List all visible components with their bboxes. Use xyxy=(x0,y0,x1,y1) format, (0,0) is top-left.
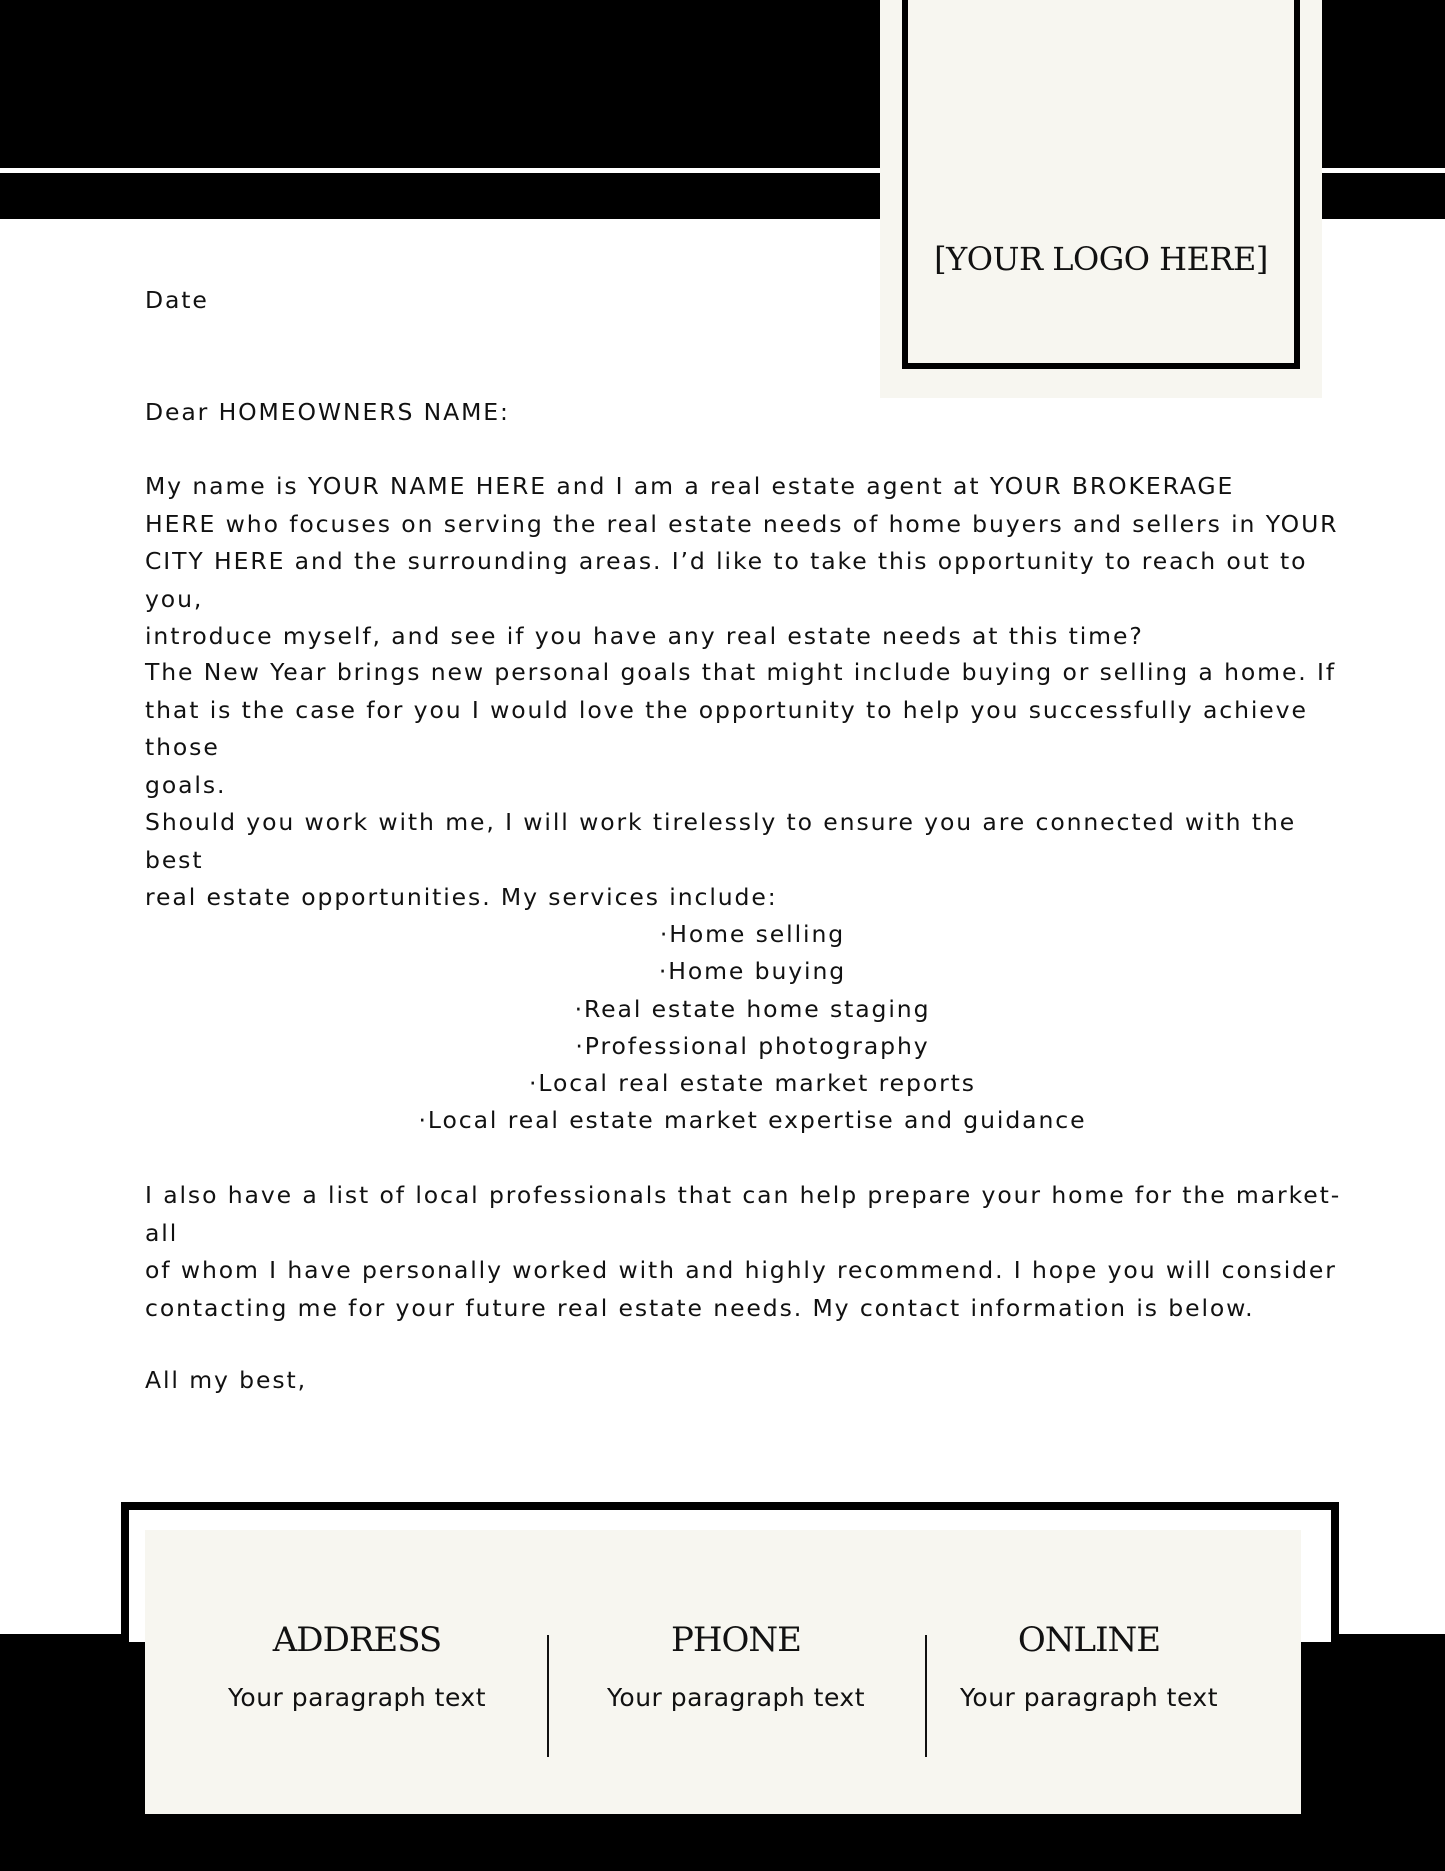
service-item: · Local real estate market expertise and guidance xyxy=(145,1102,1360,1139)
letter-closing: All my best, xyxy=(145,1366,307,1394)
contact-text: Your paragraph text xyxy=(227,1683,487,1712)
paragraph-line: goals. xyxy=(145,770,227,799)
contact-panel xyxy=(145,1530,1301,1814)
contact-title: ADDRESS xyxy=(272,1620,442,1660)
letter-date: Date xyxy=(145,286,209,314)
service-item: · Home buying xyxy=(145,953,1360,990)
paragraph-line: Should you work with me, I will work tirelessly to ensure you are connected with the best xyxy=(145,808,1297,874)
contact-address xyxy=(167,1620,547,1714)
service-item: · Home selling xyxy=(145,916,1360,953)
logo-panel xyxy=(880,0,1322,398)
paragraph-line: of whom I have personally worked with and highly recommend. I hope you will consider xyxy=(145,1256,1337,1284)
paragraph-line: real estate opportunities. My services include: xyxy=(145,883,778,911)
letter-salutation: Dear HOMEOWNERS NAME: xyxy=(145,398,510,426)
contact-online xyxy=(899,1620,1279,1714)
paragraph-new-year xyxy=(145,654,1360,804)
service-item: · Professional photography xyxy=(145,1028,1360,1065)
paragraph-line: introduce myself, and see if you have any real estate needs at this time? xyxy=(145,622,1144,650)
contact-title: ONLINE xyxy=(1017,1620,1161,1660)
paragraph-line: The New Year brings new personal goals that might include buying or selling a home. If xyxy=(145,658,1337,686)
paragraph-line: contacting me for your future real estate needs. My contact information is below. xyxy=(145,1293,1255,1322)
paragraph-line: CITY HERE and the surrounding areas. I’d like to take this opportunity to reach out to you, xyxy=(145,547,1308,613)
paragraph-intro xyxy=(145,468,1360,656)
paragraph-services xyxy=(145,804,1360,917)
paragraph-professionals xyxy=(145,1177,1360,1327)
paragraph-line: I also have a list of local professionals that can help prepare your home for the market- all xyxy=(145,1181,1342,1247)
logo-placeholder: [YOUR LOGO HERE] xyxy=(934,240,1268,278)
paragraph-line: HERE who focuses on serving the real estate needs of home buyers and sellers in YOUR xyxy=(145,509,1339,538)
paragraph-line: that is the case for you I would love the opportunity to help you successfully achieve those xyxy=(145,695,1308,761)
contact-text: Your paragraph text xyxy=(959,1683,1219,1712)
contact-text: Your paragraph text xyxy=(606,1683,866,1712)
services-list xyxy=(145,916,1360,1140)
service-item: · Local real estate market reports xyxy=(145,1065,1360,1102)
contact-title: PHONE xyxy=(671,1620,801,1660)
paragraph-line: My name is YOUR NAME HERE and I am a real estate agent at YOUR BROKERAGE xyxy=(145,472,1235,500)
service-item: · Real estate home staging xyxy=(145,991,1360,1028)
contact-phone xyxy=(546,1620,926,1714)
